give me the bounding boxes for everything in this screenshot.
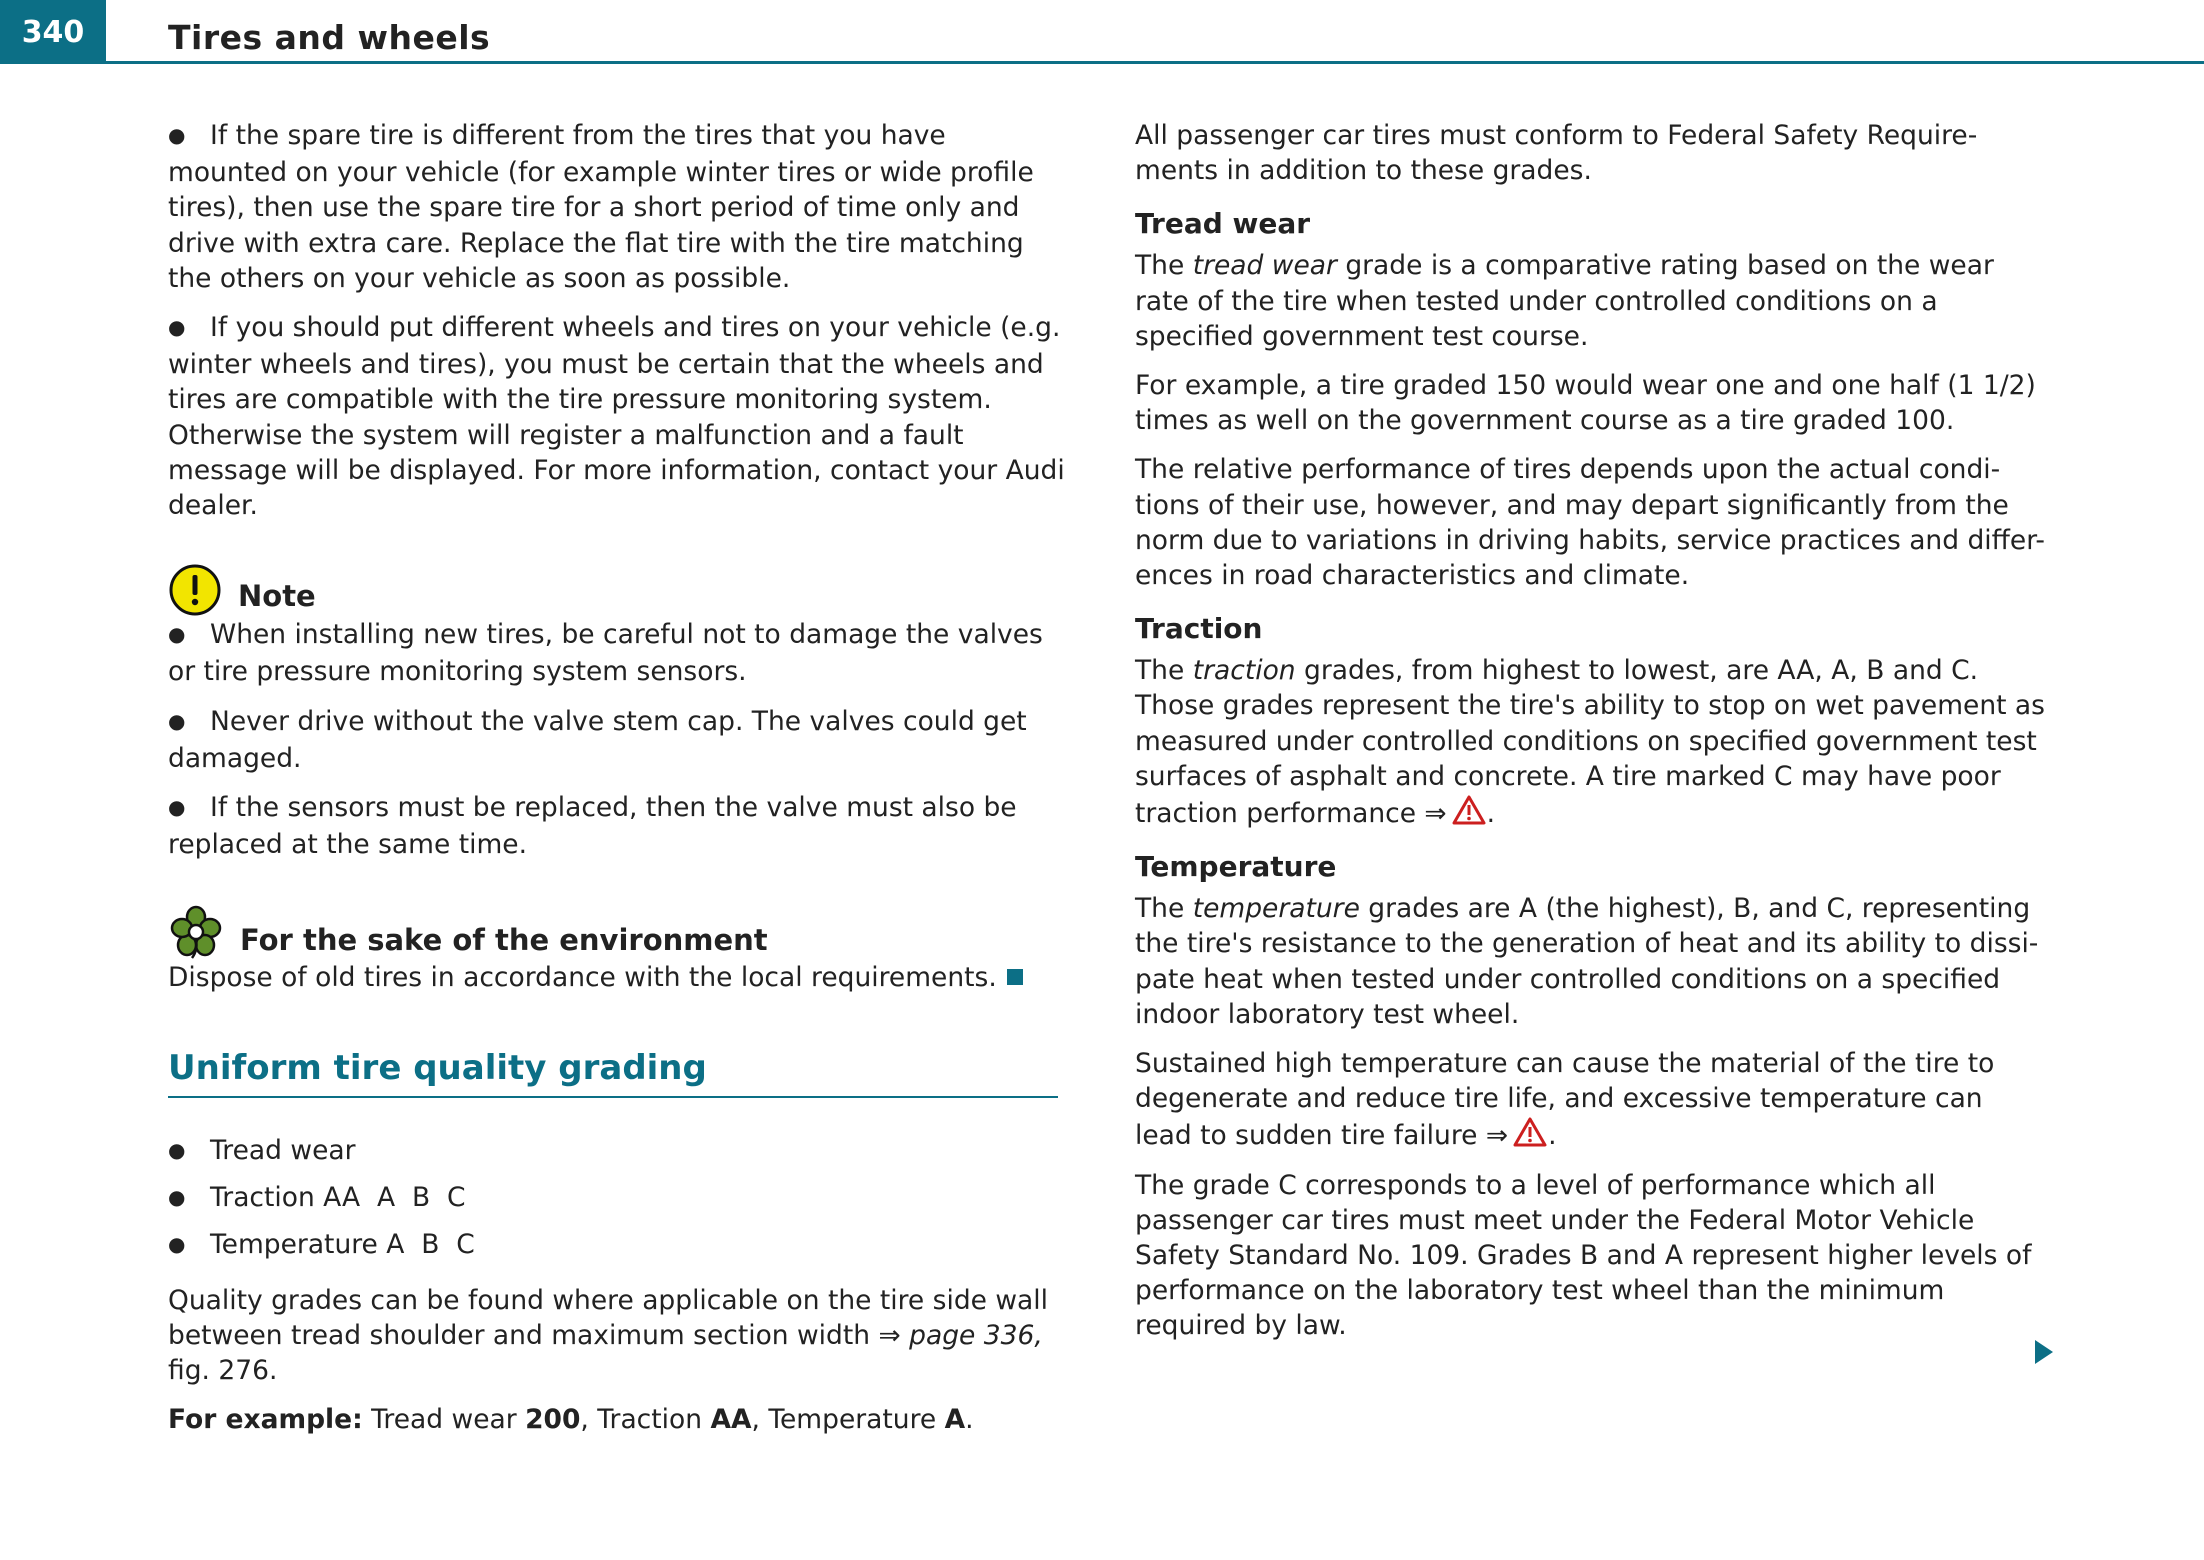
quality-paragraph: Quality grades can be found where applicable on the tire side wall between tread shoulder and maximum section width ⇒ page 336, fig. 276. — [168, 1284, 1049, 1387]
warning-triangle-icon[interactable] — [1512, 1116, 1548, 1148]
next-page-arrow-icon[interactable] — [2033, 1338, 2055, 1366]
list-item: ●When installing new tires, be careful not to damage the valves or tire pressure monitoring system sensors. — [168, 617, 1068, 689]
list-item: ●If you should put different wheels and tires on your vehicle (e.g. winter wheels and tires), you must be certain that the wheels and tires are compatible with the tire pressure monitoring system. Otherwise the system will register a malfunction and a fault message will be displayed. For more information, contact your Audi dealer. — [168, 310, 1068, 523]
page-reference-link[interactable]: page 336, — [909, 1319, 1043, 1351]
bullet-icon — [168, 704, 210, 741]
section-title: Uniform tire quality grading — [168, 1046, 1058, 1098]
exclamation-note-icon — [168, 563, 222, 617]
traction-paragraph: The traction grades, from highest to lowest, are AA, A, B and C. Those grades represent the tire's ability to stop on wet pavement as measured under controlled conditions on specified government test surfaces of asphalt and concrete. A tire marked C may have poor traction performance ⇒ . — [1135, 655, 2045, 830]
subheading-tread-wear: Tread wear — [1135, 207, 1311, 241]
page-title: Tires and wheels — [168, 18, 491, 57]
environment-text: Dispose of old tires in accordance with the local requirements. — [168, 960, 1068, 995]
temperature-paragraph-2: Sustained high temperature can cause the material of the tire to degenerate and reduce tire life, and excessive temperature can lead to sudden tire failure ⇒ . — [1135, 1048, 1995, 1152]
bullet-icon — [168, 1128, 210, 1175]
bullet-icon — [168, 118, 210, 155]
list-item: ●If the spare tire is different from the tires that you have mounted on your vehicle (for example winter tires or wide profile tires), then use the spare tire for a short period of time only and drive with extra care. Replace the flat tire with the tire matching the others on your vehicle as soon as possible. — [168, 118, 1068, 296]
tread-paragraph-3: The relative performance of tires depends upon the actual condi-tions of their use, however, and may depart significantly from the norm due to variations in driving habits, service practices and differ-ences in road characteristics and climate. — [1135, 454, 2045, 592]
bullet-icon — [168, 617, 210, 654]
end-of-section-icon — [1007, 969, 1023, 985]
environment-title: For the sake of the environment — [240, 922, 768, 957]
list-item: ●Never drive without the valve stem cap. The valves could get damaged. — [168, 704, 1068, 776]
subheading-temperature: Temperature — [1135, 850, 1337, 884]
cross-reference-arrow: ⇒ — [878, 1319, 901, 1351]
bullet-icon — [168, 1222, 210, 1269]
tread-paragraph-2: For example, a tire graded 150 would wear one and one half (1 1/2) times as well on the government course as a tire graded 100. — [1135, 370, 2036, 437]
header-rule — [106, 61, 2204, 64]
page-number: 340 — [0, 0, 106, 64]
warning-triangle-icon[interactable] — [1451, 794, 1487, 826]
bullet-icon — [168, 310, 210, 347]
list-item: ●Tread wear — [168, 1128, 1068, 1175]
bullet-icon — [168, 1175, 210, 1222]
example-paragraph: For example: Tread wear 200, Traction AA, Temperature A. — [168, 1404, 974, 1436]
environment-header — [168, 904, 1068, 960]
subheading-traction: Traction — [1135, 612, 1263, 646]
bullet-icon — [168, 790, 210, 827]
list-item: ●If the sensors must be replaced, then the valve must also be replaced at the same time. — [168, 790, 1068, 862]
cross-reference-arrow: ⇒ — [1485, 1120, 1509, 1152]
temperature-paragraph-1: The temperature grades are A (the highest), B, and C, representing the tire's resistance to the generation of heat and its ability to dissi-pate heat when tested under controlled conditions on a specified indoor laboratory test wheel. — [1135, 893, 2039, 1030]
note-header — [168, 563, 1068, 617]
note-title: Note — [238, 578, 316, 613]
temperature-paragraph-3: The grade C corresponds to a level of performance which all passenger car tires must meet under the Federal Motor Vehicle Safety Standard No. 109. Grades B and A represent higher levels of performance on the laboratory test wheel than the minimum required by law. — [1135, 1169, 2032, 1342]
list-item: ●Temperature A B C — [168, 1222, 1068, 1269]
list-item: ●Traction AA A B C — [168, 1175, 1068, 1222]
tread-paragraph-1: The tread wear grade is a comparative rating based on the wear rate of the tire when tested under controlled conditions on a specified government test course. — [1135, 250, 1994, 352]
grades-list — [168, 1128, 1068, 1269]
intro-paragraph: All passenger car tires must conform to Federal Safety Require-ments in addition to these grades. — [1135, 120, 1978, 187]
left-column — [168, 118, 1068, 1437]
cross-reference-arrow: ⇒ — [1424, 798, 1447, 830]
environment-flower-icon — [168, 904, 224, 960]
right-column — [1135, 118, 2045, 1344]
